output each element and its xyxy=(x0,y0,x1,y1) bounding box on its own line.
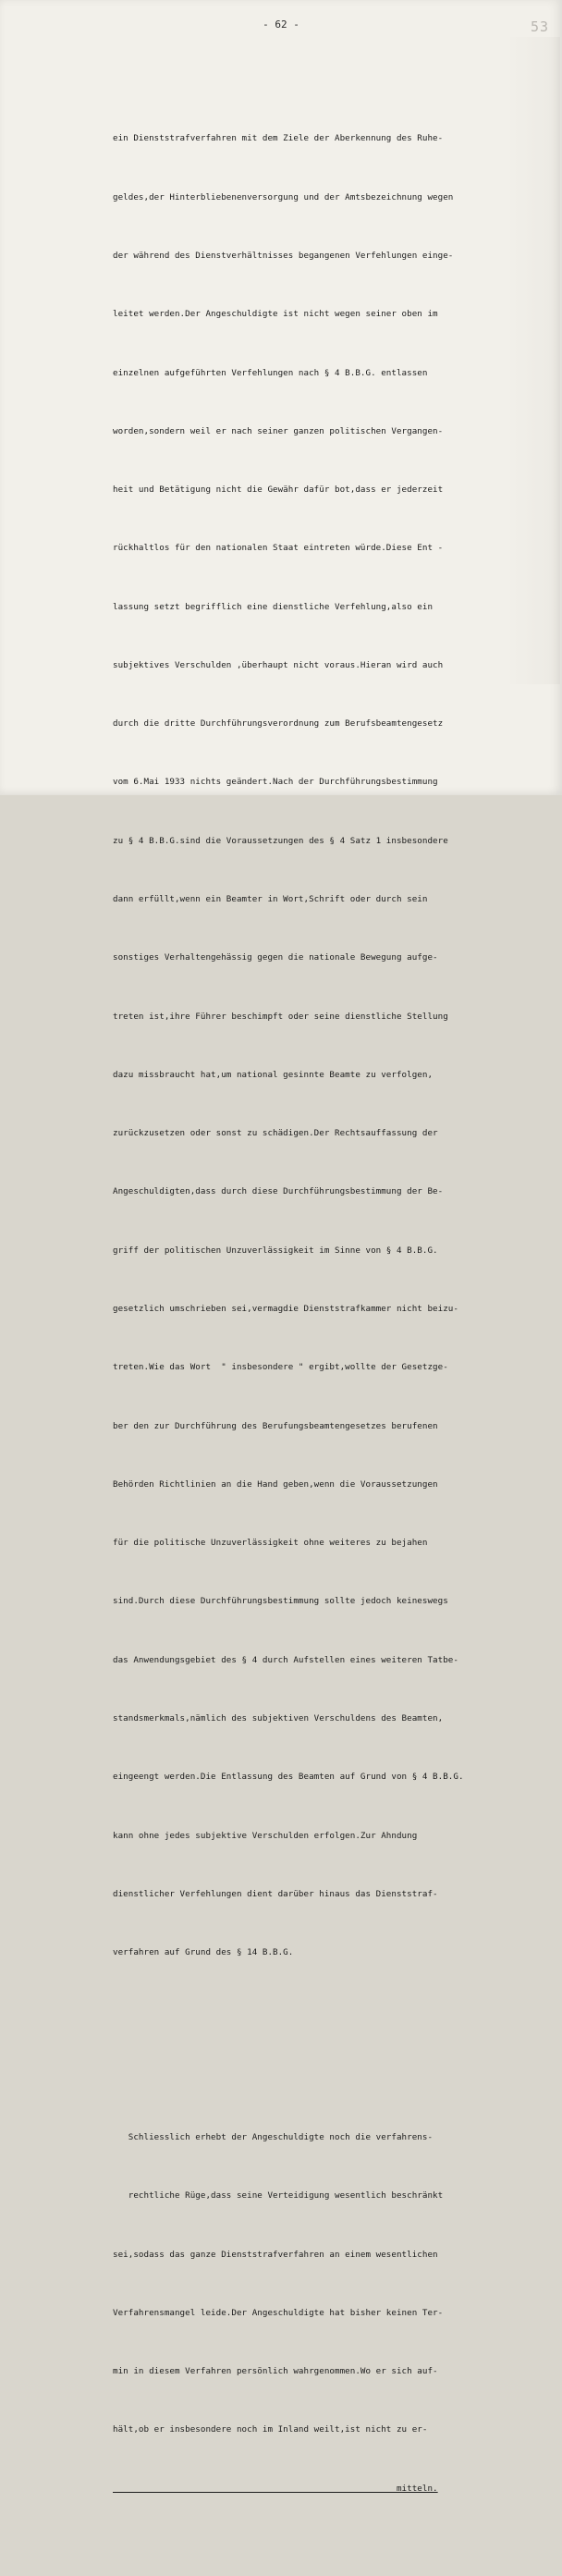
paragraph-1 xyxy=(113,90,531,2001)
text-line: der während des Dienstverhältnisses begangenen Verfehlungen einge- xyxy=(113,250,454,261)
text-line: dienstlicher Verfehlungen dient darüber hinaus das Dienststraf- xyxy=(113,1888,438,1899)
text-line: durch die dritte Durchführungsverordnung zum Berufsbeamtengesetz xyxy=(113,718,444,730)
text-line: geldes,der Hinterbliebenenversorgung und der Amtsbezeichnung wegen xyxy=(113,191,454,202)
paragraph-gap xyxy=(113,2041,531,2050)
text-line: kann ohne jedes subjektive Verschulden erfolgen.Zur Ahndung xyxy=(113,1830,418,1841)
text-line: subjektives Verschulden ,überhaupt nicht voraus.Hieran wird auch xyxy=(113,659,444,670)
text-line-underlined: mitteln. xyxy=(113,2483,438,2494)
text-line: lassung setzt begrifflich eine dienstliche Verfehlung,also ein xyxy=(113,601,434,612)
page-number: - 62 - xyxy=(263,18,299,31)
text-line: hält,ob er insbesondere noch im Inland weilt,ist nicht zu er- xyxy=(113,2424,428,2435)
text-line: ein Dienststrafverfahren mit dem Ziele der Aberkennung des Ruhe- xyxy=(113,133,444,144)
text-line: min in diesem Verfahren persönlich wahrgenommen.Wo er sich auf- xyxy=(113,2366,438,2377)
text-line: standsmerkmals,nämlich des subjektiven Verschuldens des Beamten, xyxy=(113,1712,444,1723)
text-line: für die politische Unzuverlässigkeit ohne weiteres zu bejahen xyxy=(113,1538,428,1549)
text-line: eingeengt werden.Die Entlassung des Beamten auf Grund von § 4 B.B.G. xyxy=(113,1772,464,1783)
text-line: griff der politischen Unzuverlässigkeit im Sinne von § 4 B.B.G. xyxy=(113,1245,438,1256)
typed-body-text xyxy=(113,51,531,2576)
corner-page-mark: 53 xyxy=(530,18,549,35)
text-line: heit und Betätigung nicht die Gewähr dafür bot,dass er jederzeit xyxy=(113,485,444,496)
text-line: sei,sodass das ganze Dienststrafverfahren an einem wesentlichen xyxy=(113,2249,438,2260)
text-line: rückhaltlos für den nationalen Staat eintreten würde.Diese Ent - xyxy=(113,543,444,554)
text-line: gesetzlich umschrieben sei,vermagdie Dienststrafkammer nicht beizu- xyxy=(113,1304,458,1314)
text-line: Verfahrensmangel leide.Der Angeschuldigte hat bisher keinen Ter- xyxy=(113,2307,444,2318)
text-line: Behörden Richtlinien an die Hand geben,wenn die Voraussetzungen xyxy=(113,1478,438,1490)
text-line: treten ist,ihre Führer beschimpft oder seine dienstliche Stellung xyxy=(113,1011,448,1022)
text-line: einzelnen aufgeführten Verfehlungen nach § 4 B.B.G. entlassen xyxy=(113,367,428,378)
text-line: vom 6.Mai 1933 nichts geändert.Nach der Durchführungsbestimmung xyxy=(113,777,438,788)
paragraph-2 xyxy=(113,2089,531,2537)
text-line: zurückzusetzen oder sonst zu schädigen.Der Rechtsauffassung der xyxy=(113,1128,438,1139)
text-line: Angeschuldigten,dass durch diese Durchführungsbestimmung der Be- xyxy=(113,1186,444,1197)
text-line: rechtliche Rüge,dass seine Verteidigung wesentlich beschränkt xyxy=(113,2190,444,2202)
text-line: treten.Wie das Wort " insbesondere " ergibt,wollte der Gesetzge- xyxy=(113,1362,448,1373)
text-line: verfahren auf Grund des § 14 B.B.G. xyxy=(113,1947,294,1958)
text-line: dann erfüllt,wenn ein Beamter in Wort,Schrift oder durch sein xyxy=(113,894,428,905)
text-line: ber den zur Durchführung des Berufungsbeamtengesetzes berufenen xyxy=(113,1420,438,1431)
text-line: dazu missbraucht hat,um national gesinnte Beamte zu verfolgen, xyxy=(113,1069,434,1080)
text-line: leitet werden.Der Angeschuldigte ist nicht wegen seiner oben im xyxy=(113,309,438,320)
text-line: sind.Durch diese Durchführungsbestimmung sollte jedoch keineswegs xyxy=(113,1596,448,1607)
text-line: Schliesslich erhebt der Angeschuldigte noch die verfahrens- xyxy=(113,2131,434,2142)
text-line: zu § 4 B.B.G.sind die Voraussetzungen des § 4 Satz 1 insbesondere xyxy=(113,835,448,846)
text-line: worden,sondern weil er nach seiner ganzen politischen Vergangen- xyxy=(113,425,444,436)
text-line: sonstiges Verhaltengehässig gegen die nationale Bewegung aufge- xyxy=(113,952,438,963)
text-line: das Anwendungsgebiet des § 4 durch Aufstellen eines weiteren Tatbe- xyxy=(113,1654,458,1665)
